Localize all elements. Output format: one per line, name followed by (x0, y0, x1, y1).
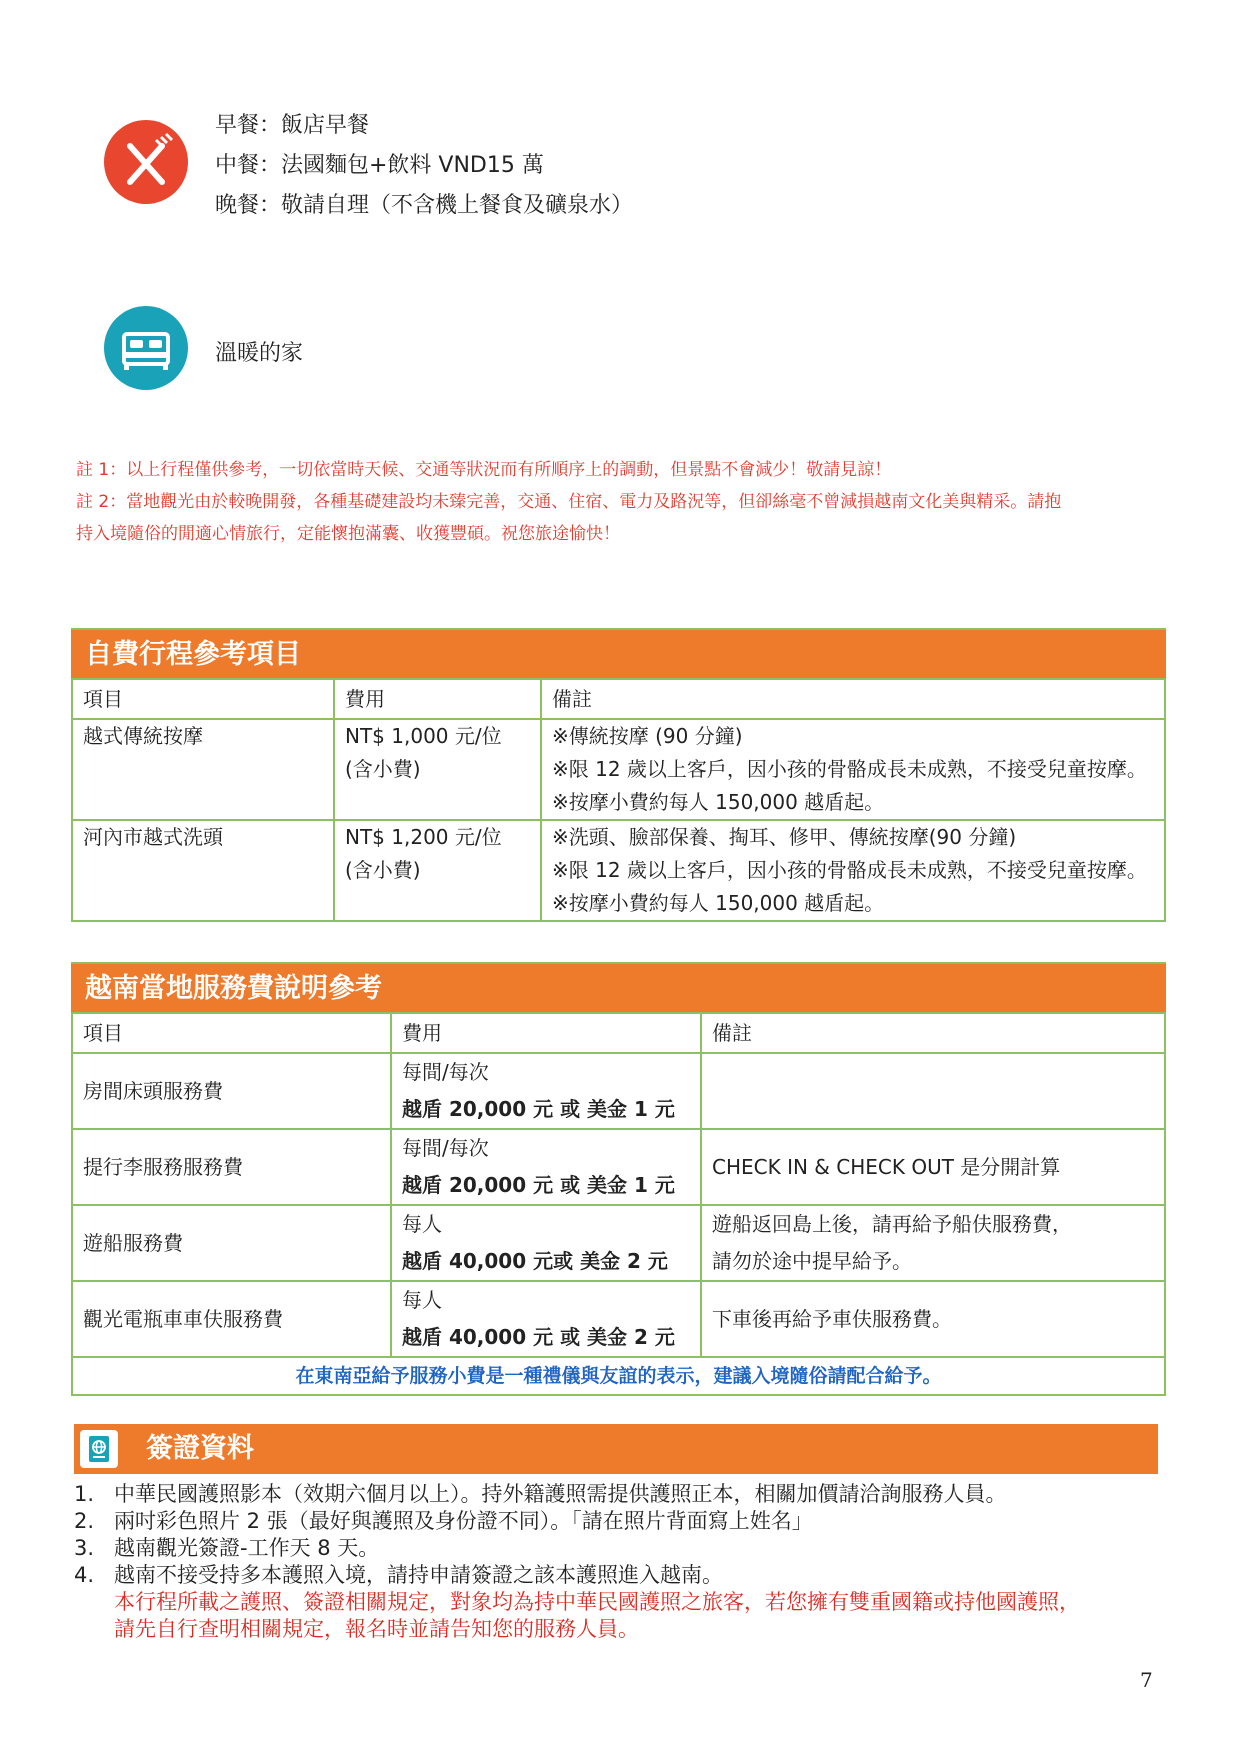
fee-unit: 每間/每次 (402, 1136, 489, 1160)
optional-tours-title: 自費行程參考項目 (71, 628, 1166, 678)
note-1: 註 1：以上行程僅供參考，一切依當時天候、交通等狀況而有所順序上的調動，但景點不會減少！敬請見諒！ (76, 460, 892, 480)
fee-unit: 每人 (402, 1212, 442, 1236)
service-fees-table (71, 1012, 1166, 1396)
table-footer-row (72, 1357, 1165, 1395)
service-fees-title: 越南當地服務費說明參考 (71, 962, 1166, 1012)
note-2-line-2: 持入境隨俗的閒適心情旅行，定能懷抱滿囊、收獲豐碩。祝您旅途愉快！ (76, 524, 620, 544)
visa-warning-line-1: 本行程所載之護照、簽證相關規定，對象均為持中華民國護照之旅客，若您擁有雙重國籍或持他國護照， (114, 1590, 1080, 1614)
tour-remark: ※洗頭、臉部保養、掏耳、修甲、傳統按摩(90 分鐘) (552, 825, 1017, 849)
utensils-icon (104, 120, 188, 204)
table-row (72, 1281, 1165, 1357)
table-row (72, 719, 1165, 820)
header-item: 項目 (83, 1021, 123, 1045)
bed-icon (104, 306, 188, 390)
visa-item: 4. 越南不接受持多本護照入境，請持申請簽證之該本護照進入越南。 (74, 1563, 723, 1587)
fee-amount: 越盾 20,000 元 或 美金 1 元 (402, 1097, 675, 1121)
passport-icon (80, 1430, 118, 1468)
fee-amount: 越盾 40,000 元或 美金 2 元 (402, 1249, 668, 1273)
fee-remark: 遊船返回島上後，請再給予船伕服務費， (712, 1212, 1072, 1236)
visa-item: 3. 越南觀光簽證-工作天 8 天。 (74, 1536, 380, 1560)
tour-price-note: (含小費) (345, 757, 421, 781)
fee-item: 觀光電瓶車車伕服務費 (83, 1306, 283, 1331)
tour-remark: ※按摩小費約每人 150,000 越盾起。 (552, 790, 885, 814)
table-row (72, 1205, 1165, 1281)
fee-unit: 每人 (402, 1288, 442, 1312)
optional-tours-table (71, 678, 1166, 922)
fee-unit: 每間/每次 (402, 1060, 489, 1084)
table-row (72, 1053, 1165, 1129)
meal-lunch: 中餐：法國麵包+飲料 VND15 萬 (215, 153, 544, 178)
meal-dinner: 晚餐：敬請自理（不含機上餐食及礦泉水） (215, 193, 634, 218)
fee-amount: 越盾 20,000 元 或 美金 1 元 (402, 1173, 675, 1197)
header-item: 項目 (83, 687, 123, 711)
table-row (72, 820, 1165, 921)
fee-remark: 請勿於途中提早給予。 (712, 1249, 912, 1273)
tour-price-note: (含小費) (345, 858, 421, 882)
hotel-label: 溫暖的家 (215, 341, 304, 366)
fee-amount: 越盾 40,000 元 或 美金 2 元 (402, 1325, 675, 1349)
fee-item: 遊船服務費 (83, 1230, 183, 1255)
visa-item: 1. 中華民國護照影本（效期六個月以上）。持外籍護照需提供護照正本，相關加價請洽詢服務人員。 (74, 1482, 1007, 1506)
header-price: 費用 (345, 687, 385, 711)
tour-remark: ※限 12 歲以上客戶，因小孩的骨骼成長未成熟，不接受兒童按摩。 (552, 757, 1147, 781)
tour-remark: ※按摩小費約每人 150,000 越盾起。 (552, 891, 885, 915)
tour-remark: ※限 12 歲以上客戶，因小孩的骨骼成長未成熟，不接受兒童按摩。 (552, 858, 1147, 882)
tour-item: 越式傳統按摩 (83, 724, 203, 748)
meal-breakfast: 早餐：飯店早餐 (215, 113, 370, 138)
visa-title-bar (74, 1424, 1158, 1474)
visa-title: 簽證資料 (146, 1433, 254, 1464)
fee-item: 提行李服務服務費 (83, 1154, 243, 1179)
tour-price: NT$ 1,000 元/位 (345, 724, 502, 748)
tour-price: NT$ 1,200 元/位 (345, 825, 502, 849)
note-2-line-1: 註 2：當地觀光由於較晚開發，各種基礎建設均未臻完善，交通、住宿、電力及路況等，但卻絲毫不曾減損越南文化美與精采。請抱 (76, 492, 1062, 512)
tour-item: 河內市越式洗頭 (83, 825, 223, 849)
tour-remark: ※傳統按摩 (90 分鐘) (552, 724, 743, 748)
table-header-row (72, 679, 1165, 719)
visa-warning-line-2: 請先自行查明相關規定，報名時並請告知您的服務人員。 (114, 1617, 639, 1641)
fee-item: 房間床頭服務費 (83, 1078, 223, 1103)
tipping-note: 在東南亞給予服務小費是一種禮儀與友誼的表示，建議入境隨俗請配合給予。 (295, 1365, 942, 1387)
table-header-row (72, 1013, 1165, 1053)
fee-remark: 下車後再給予車伕服務費。 (712, 1306, 952, 1331)
visa-item: 2. 兩吋彩色照片 2 張（最好與護照及身份證不同）。「請在照片背面寫上姓名」 (74, 1509, 813, 1533)
header-price: 費用 (402, 1021, 442, 1045)
header-remarks: 備註 (712, 1021, 752, 1045)
header-remarks: 備註 (552, 687, 592, 711)
table-row (72, 1129, 1165, 1205)
fee-remark: CHECK IN & CHECK OUT 是分開計算 (712, 1154, 1061, 1179)
page-number: 7 (1140, 1668, 1153, 1692)
